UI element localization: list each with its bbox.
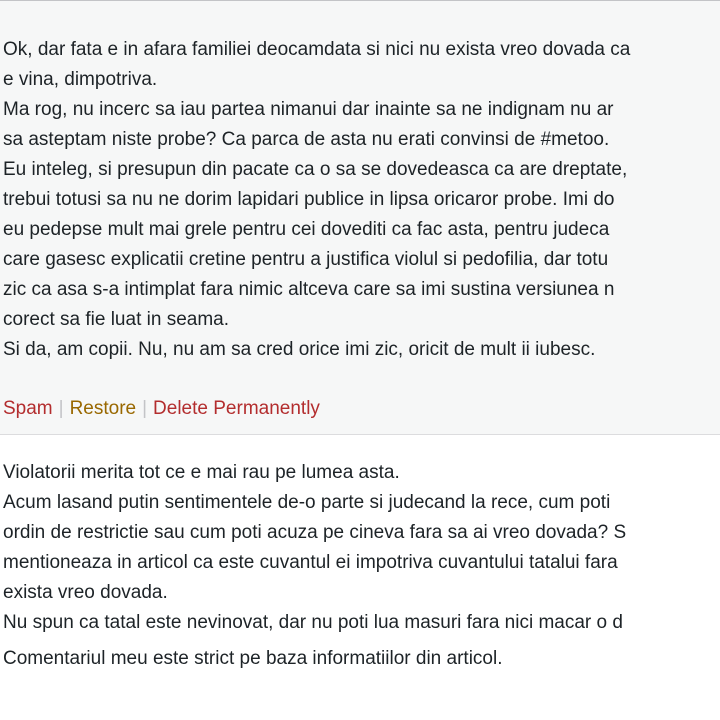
comment-text	[3, 458, 720, 674]
action-separator: |	[58, 398, 64, 419]
restore-link[interactable]: Restore	[69, 398, 137, 419]
comment-line: trebui totusi sa nu ne dorim lapidari publice in lipsa oricaror probe. Imi do	[3, 189, 615, 210]
comment-line: sa asteptam niste probe? Ca parca de asta nu erati convinsi de #metoo.	[3, 129, 610, 150]
comment-line: Violatorii merita tot ce e mai rau pe lumea asta.	[3, 462, 400, 483]
comment-item-approved	[0, 436, 720, 720]
comment-line: exista vreo dovada.	[3, 582, 168, 603]
comment-line: care gasesc explicatii cretine pentru a justifica violul si pedofilia, dar totu	[3, 249, 609, 270]
comment-line: e vina, dimpotriva.	[3, 69, 158, 90]
comment-row-actions	[3, 394, 320, 424]
comment-paragraph: Comentariul meu este strict pe baza informatiilor din articol.	[3, 648, 503, 669]
comment-line: Si da, am copii. Nu, nu am sa cred orice imi zic, oricit de mult ii iubesc.	[3, 339, 596, 360]
delete-permanently-link[interactable]: Delete Permanently	[153, 398, 320, 419]
comment-line: Eu inteleg, si presupun din pacate ca o sa se dovedeasca ca are dreptate,	[3, 159, 628, 180]
comment-line: Ma rog, nu incerc sa iau partea nimanui dar inainte sa ne indignam nu ar	[3, 99, 614, 120]
comment-line: mentioneaza in articol ca este cuvantul ei impotriva cuvantului tatalui fara	[3, 552, 618, 573]
comment-text	[3, 35, 720, 365]
action-separator: |	[142, 398, 148, 419]
comment-line: zic ca asa s-a intimplat fara nimic altceva care sa imi sustina versiunea n	[3, 279, 615, 300]
comment-item-trashed	[0, 1, 720, 435]
comment-line: eu pedepse mult mai grele pentru cei dovediti ca fac asta, pentru judeca	[3, 219, 610, 240]
spam-link[interactable]: Spam	[3, 398, 53, 419]
comment-line: ordin de restrictie sau cum poti acuza pe cineva fara sa ai vreo dovada? S	[3, 522, 627, 543]
comment-line: Acum lasand putin sentimentele de-o parte si judecand la rece, cum poti	[3, 492, 611, 513]
comment-line: corect sa fie luat in seama.	[3, 309, 229, 330]
comment-line: Ok, dar fata e in afara familiei deocamdata si nici nu exista vreo dovada ca	[3, 39, 631, 60]
comment-line: Nu spun ca tatal este nevinovat, dar nu poti lua masuri fara nici macar o d	[3, 612, 623, 633]
